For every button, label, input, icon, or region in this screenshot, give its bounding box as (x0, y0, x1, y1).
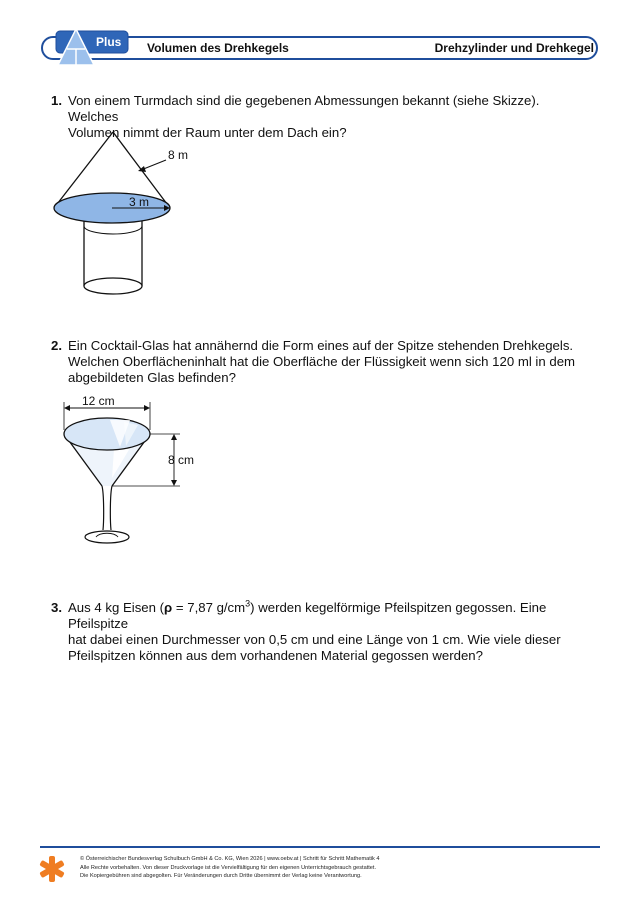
copyright-line: © Österreichischer Bundesverlag Schulbuch GmbH & Co. KG, Wien 2026 | www.oebv.at | Schritt für Schritt Mathematik 4 (80, 856, 380, 862)
task-text (68, 600, 588, 664)
text-fragment: Aus 4 kg Eisen ( (68, 600, 165, 615)
task-text-line: Von einem Turmdach sind die gegebenen Abmessungen bekannt (siehe Skizze). Welches (68, 93, 540, 124)
task-text-line (68, 600, 588, 632)
copyright-line: Alle Rechte vorbehalten. Von dieser Druckvorlage ist die Vervielfältigung für den eigenen Unterrichtsgebrauch gestattet. (80, 864, 377, 871)
text-fragment: = 7,87 g/cm (172, 600, 246, 615)
radius-label: 3 m (129, 195, 150, 209)
copyright-notice (80, 855, 379, 881)
density-symbol: ρ (164, 600, 173, 615)
worksheet-title: Volumen des Drehkegels (147, 41, 289, 55)
task-text-line: Ein Cocktail-Glas hat annähernd die Form eines auf der Spitze stehenden Drehkegels. (68, 338, 574, 353)
copyright-line: Die Kopiergebühren sind abgegolten. Für Veränderungen durch Dritte übernimmt der Verlag keine Verantwortung. (80, 873, 362, 880)
task-text-line: Volumen nimmt der Raum unter dem Dach ein? (68, 125, 347, 140)
logo-label: Plus (96, 35, 122, 49)
diameter-label: 12 cm (82, 394, 115, 408)
cocktail-glass-figure (40, 390, 240, 560)
plus-logo (54, 27, 130, 67)
text-fragment: ) werden kegelförmige Pfeilspitzen gegossen. Eine Pfeilspitze (68, 600, 547, 631)
height-label: 8 cm (168, 453, 195, 467)
task-text (68, 338, 588, 386)
slant-label: 8 m (168, 148, 189, 162)
task-number: 2. (51, 338, 62, 353)
tower-roof-figure (40, 120, 280, 305)
section-title: Drehzylinder und Drehkegel (434, 41, 594, 55)
exponent: 3 (245, 598, 251, 609)
task-text-line: hat dabei einen Durchmesser von 0,5 cm und eine Länge von 1 cm. Wie viele dieser (68, 632, 561, 647)
task-text-line: Welchen Oberflächeninhalt hat die Oberfläche der Flüssigkeit wenn sich 120 ml in dem (68, 354, 576, 369)
publisher-logo-icon (38, 855, 66, 883)
task-text-line: abgebildeten Glas befinden? (68, 370, 236, 385)
footer-rule (40, 846, 600, 848)
task-number: 1. (51, 93, 62, 108)
task-number: 3. (51, 600, 62, 615)
task-text-line: Pfeilspitzen können aus dem vorhandenen Material gegossen werden? (68, 648, 483, 663)
